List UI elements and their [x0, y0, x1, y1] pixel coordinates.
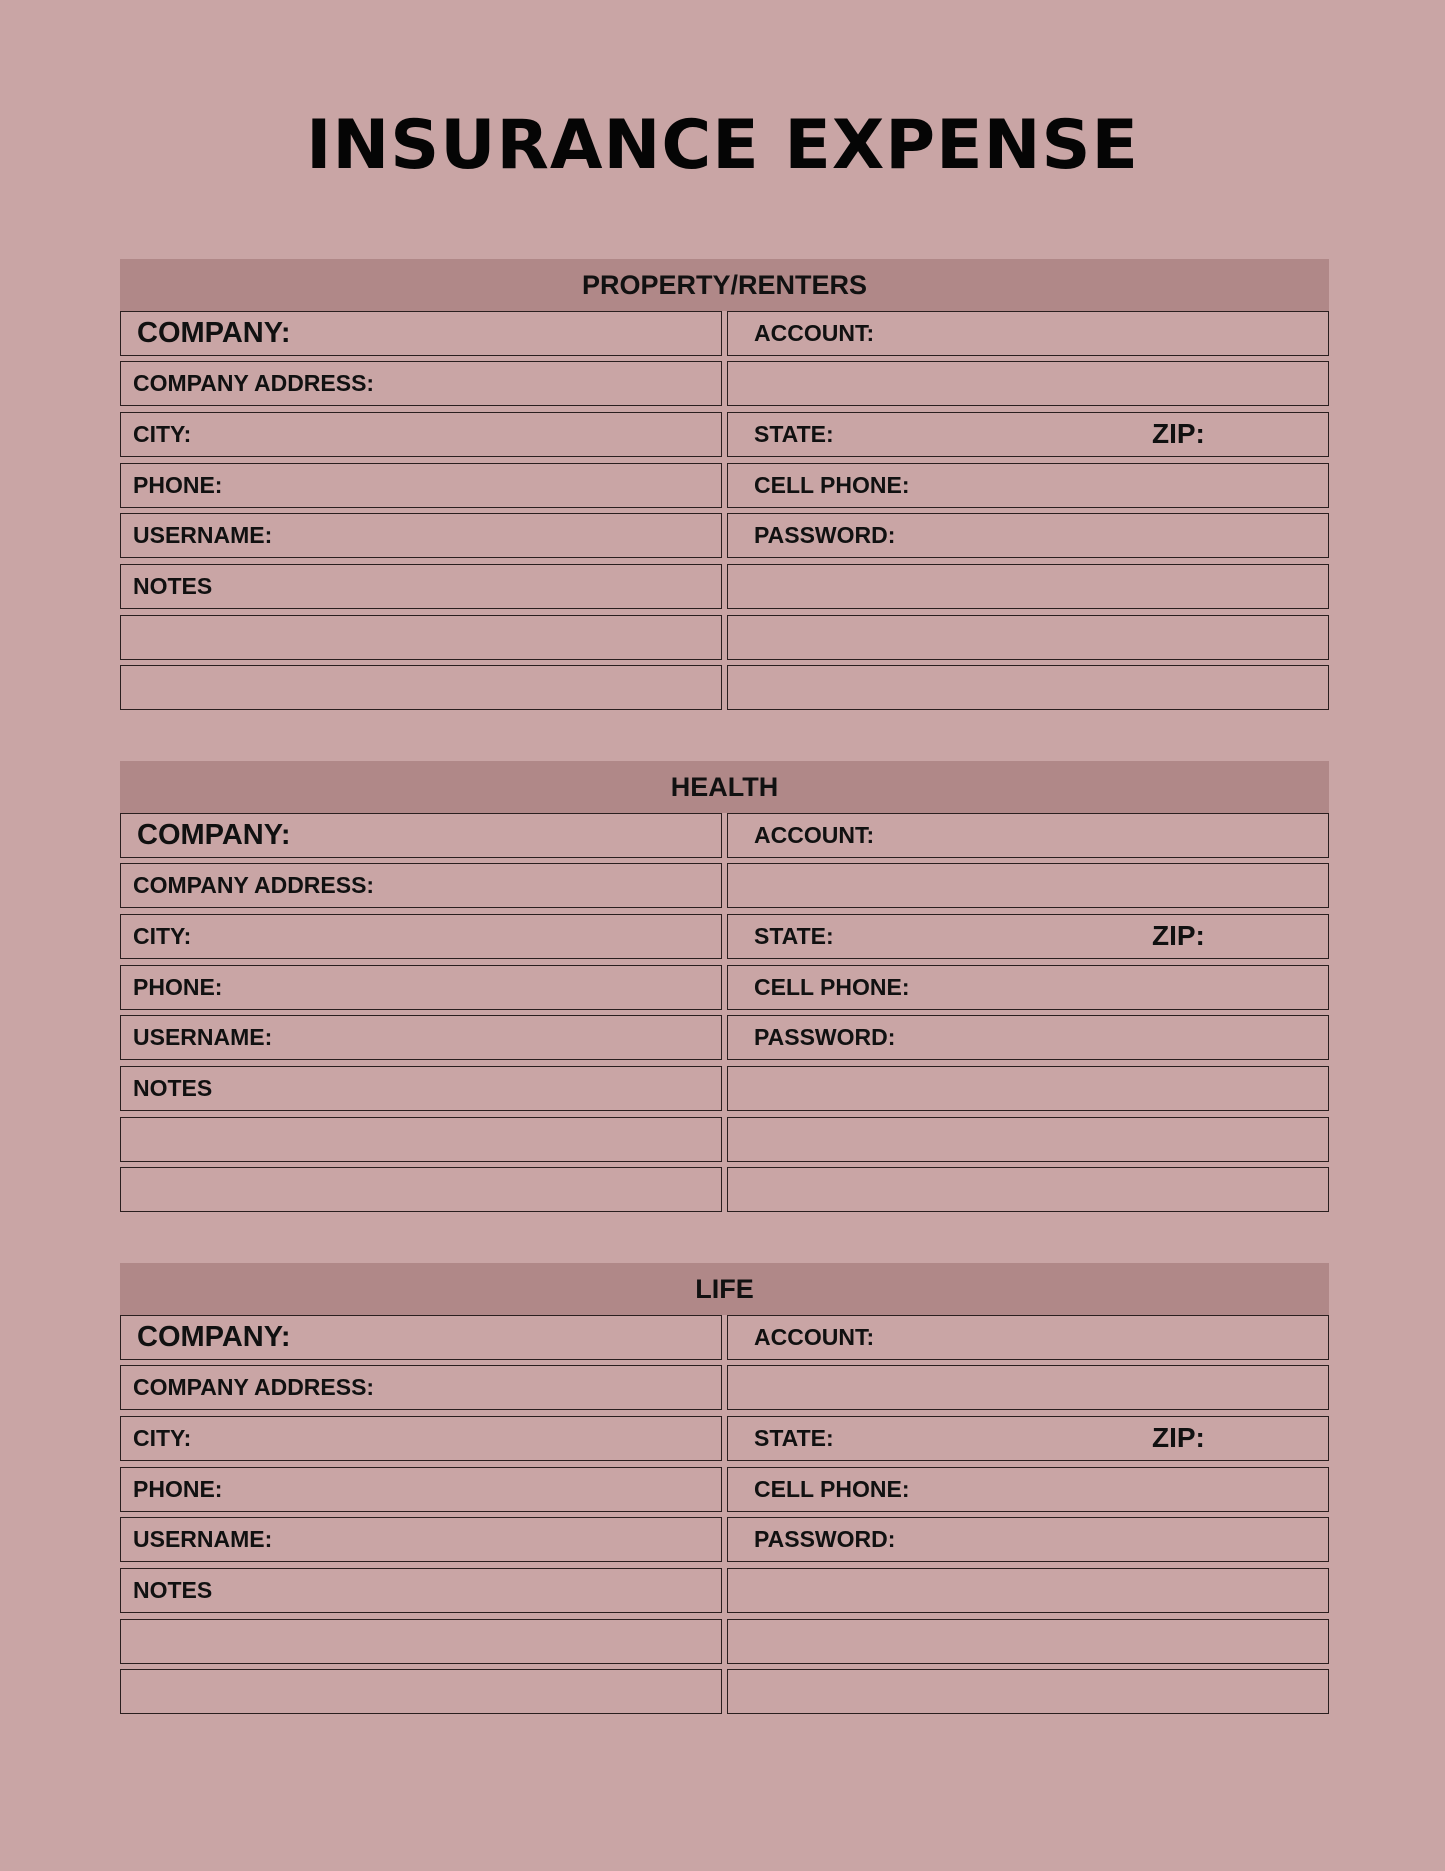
notes-line[interactable]: [120, 1117, 722, 1162]
notes-field[interactable]: [120, 1568, 722, 1613]
notes-line[interactable]: [120, 1619, 722, 1664]
username-field[interactable]: [120, 1517, 722, 1562]
notes-line[interactable]: [120, 1669, 722, 1714]
notes-line[interactable]: [120, 615, 722, 660]
company-address-label: COMPANY ADDRESS:: [133, 872, 375, 898]
notes-line[interactable]: [120, 1167, 722, 1212]
state-label: STATE:: [754, 421, 834, 447]
username-label: USERNAME:: [133, 1526, 273, 1552]
account-label: ACCOUNT:: [754, 320, 875, 346]
company-address-continued-field[interactable]: [727, 361, 1329, 406]
company-address-label: COMPANY ADDRESS:: [133, 370, 375, 396]
notes-field[interactable]: [120, 1066, 722, 1111]
company-address-field[interactable]: [120, 1365, 722, 1410]
cell-phone-field[interactable]: [727, 965, 1329, 1010]
phone-field[interactable]: [120, 463, 722, 508]
state-zip-field[interactable]: [727, 412, 1329, 457]
notes-field[interactable]: [120, 564, 722, 609]
city-label: CITY:: [133, 1425, 192, 1451]
section-heading: PROPERTY/RENTERS: [120, 259, 1329, 311]
cell-phone-field[interactable]: [727, 1467, 1329, 1512]
notes-line[interactable]: [727, 1568, 1329, 1613]
state-label: STATE:: [754, 1425, 834, 1451]
notes-line[interactable]: [727, 615, 1329, 660]
password-field[interactable]: [727, 513, 1329, 558]
company-address-continued-field[interactable]: [727, 1365, 1329, 1410]
cell-phone-label: CELL PHONE:: [754, 472, 910, 498]
company-label: COMPANY:: [137, 1321, 291, 1353]
city-field[interactable]: [120, 1416, 722, 1461]
cell-phone-field[interactable]: [727, 463, 1329, 508]
phone-label: PHONE:: [133, 1476, 223, 1502]
notes-line[interactable]: [727, 1117, 1329, 1162]
password-label: PASSWORD:: [754, 1024, 896, 1050]
cell-phone-label: CELL PHONE:: [754, 974, 910, 1000]
notes-line[interactable]: [727, 564, 1329, 609]
phone-label: PHONE:: [133, 974, 223, 1000]
account-field[interactable]: [727, 311, 1329, 356]
account-label: ACCOUNT:: [754, 1324, 875, 1350]
phone-label: PHONE:: [133, 472, 223, 498]
company-address-field[interactable]: [120, 361, 722, 406]
account-label: ACCOUNT:: [754, 822, 875, 848]
city-field[interactable]: [120, 412, 722, 457]
account-field[interactable]: [727, 813, 1329, 858]
phone-field[interactable]: [120, 965, 722, 1010]
state-zip-field[interactable]: [727, 1416, 1329, 1461]
notes-line[interactable]: [727, 1167, 1329, 1212]
notes-label: NOTES: [133, 1577, 213, 1603]
city-label: CITY:: [133, 923, 192, 949]
section-heading: LIFE: [120, 1263, 1329, 1315]
username-label: USERNAME:: [133, 1024, 273, 1050]
city-label: CITY:: [133, 421, 192, 447]
notes-label: NOTES: [133, 1075, 213, 1101]
zip-label: ZIP:: [1152, 920, 1205, 951]
page-title: INSURANCE EXPENSE: [306, 106, 1139, 185]
company-label: COMPANY:: [137, 317, 291, 349]
zip-label: ZIP:: [1152, 418, 1205, 449]
company-address-label: COMPANY ADDRESS:: [133, 1374, 375, 1400]
city-field[interactable]: [120, 914, 722, 959]
password-field[interactable]: [727, 1517, 1329, 1562]
username-label: USERNAME:: [133, 522, 273, 548]
company-address-continued-field[interactable]: [727, 863, 1329, 908]
username-field[interactable]: [120, 513, 722, 558]
notes-line[interactable]: [727, 1669, 1329, 1714]
state-label: STATE:: [754, 923, 834, 949]
company-field[interactable]: [120, 1315, 722, 1360]
notes-line[interactable]: [727, 1066, 1329, 1111]
notes-line[interactable]: [727, 665, 1329, 710]
company-address-field[interactable]: [120, 863, 722, 908]
account-field[interactable]: [727, 1315, 1329, 1360]
password-label: PASSWORD:: [754, 1526, 896, 1552]
company-field[interactable]: [120, 813, 722, 858]
company-label: COMPANY:: [137, 819, 291, 851]
password-label: PASSWORD:: [754, 522, 896, 548]
zip-label: ZIP:: [1152, 1422, 1205, 1453]
notes-line[interactable]: [727, 1619, 1329, 1664]
notes-label: NOTES: [133, 573, 213, 599]
section-heading: HEALTH: [120, 761, 1329, 813]
password-field[interactable]: [727, 1015, 1329, 1060]
username-field[interactable]: [120, 1015, 722, 1060]
state-zip-field[interactable]: [727, 914, 1329, 959]
notes-line[interactable]: [120, 665, 722, 710]
phone-field[interactable]: [120, 1467, 722, 1512]
company-field[interactable]: [120, 311, 722, 356]
cell-phone-label: CELL PHONE:: [754, 1476, 910, 1502]
